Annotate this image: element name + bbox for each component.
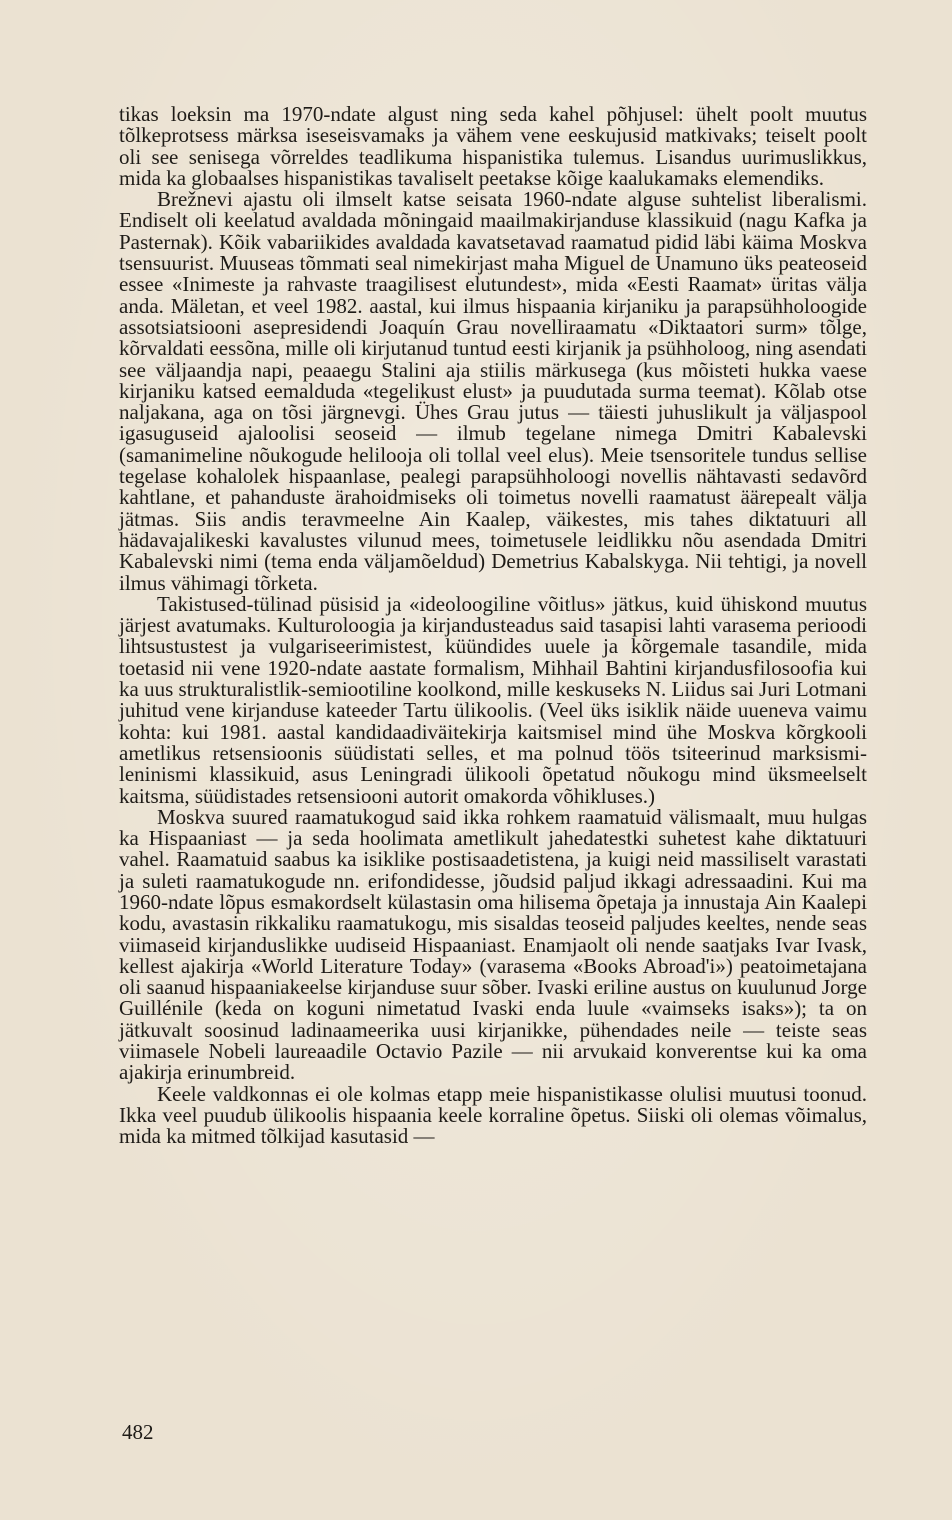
paragraph-5: Keele valdkonnas ei ole kolmas etapp meie hispanistikasse olulisi muutusi toonud. Ikka veel puudub ülikoolis hispaania keele korraline õpetus. Siiski oli olemas võimalus, mida ka mitmed tõlkijad kasutasid — — [119, 1081, 867, 1149]
paragraph-3: Takistused-tülinad püsisid ja «ideoloogiline võitlus» jätkus, kuid ühiskond muutus järjest avatumaks. Kulturoloogia ja kirjandusteadus said tasapisi lahti varasema perioodi lihtsustustest ja vulgariseerimistest, küündides uuele ja kõrgemale tasandile, mida toetasid nii vene 1920-ndate aastate formalism, Mihhail Bahtini kirjandusfilosoofia kui ka uus strukturalistlik-semiootiline koolkond, mille keskuseks N. Liidus sai Juri Lotmani juhitud vene kirjanduse kateeder Tartu ülikoolis. (Veel üks isiklik näide uueneva vaimu kohta: kui 1981. aastal kandidaadiväitekirja kaitsmisel mind ühe Moskva kõrgkooli ametlikus retsensioonis süüdistati selles, et ma polnud töös tsiteerinud marksismi-leninismi klassikuid, asus Leningradi ülikooli õpetatud nõukogu mind üksmeelselt kaitsma, süüdistades retsensiooni autorit omakorda võhikluses.) — [119, 591, 867, 808]
body-text — [119, 104, 867, 1148]
paragraph-1: tikas loeksin ma 1970-ndate algust ning seda kahel põhjusel: ühelt poolt muutus tõlkeprotsess märksa iseseisvamaks ja vähem vene eeskujusid matkivaks; teiselt poolt oli see senisega võrreldes teadlikuma hispanistika tulemus. Lisandus uurimuslikkus, mida ka globaalses hispanistikas tavaliselt peetakse kõige kaalukamaks elemendiks. — [119, 102, 867, 190]
paragraph-4: Moskva suured raamatukogud said ikka rohkem raamatuid välismaalt, muu hulgas ka Hispaaniast — ja seda hoolimata ametlikult jahedatestki suhetest kahe diktatuuri vahel. Raamatuid saabus ka isiklike postisaadetistena, ja kuigi neid massiliselt varastati ja suleti raamatukogude nn. erifondidesse, jõudsid paljud ikkagi adressaadini. Kui ma 1960-ndate lõpus esmakordselt külastasin oma hilisema õpetaja ja innustaja Ain Kaalepi kodu, avastasin rikkaliku raamatukogu, mis sisaldas teoseid paljudes keeltes, nende seas viimaseid kirjanduslikke uudiseid Hispaaniast. Enamjaolt oli nende saatjaks Ivar Ivask, kellest ajakirja «World Literature Today» (varasema «Books Abroad'i») peatoimetajana oli saanud hispaaniakeelse kirjanduse suur sõber. Ivaski eriline austus on kuulunud Jorge Guillénile (keda on koguni nimetatud Ivaski enda luule «vaimseks isaks»); ta on jätkuvalt soosinud ladinaameerika uusi kirjanikke, pühendades neile — teiste seas viimasele Nobeli laureaadile Octavio Pazile — nii arvukaid konverentse kui ka oma ajakirja erinumbreid. — [119, 804, 867, 1085]
page-number: 482 — [122, 1420, 154, 1444]
paragraph-2: Brežnevi ajastu oli ilmselt katse seisata 1960-ndate alguse suhtelist liberalismi. Endiselt oli keelatud avaldada mõningaid maailmakirjanduse klassikuid (nagu Kafka ja Pasternak). Kõik vabariikides avaldada kavatsetavad raamatud pidid läbi käima Moskva tsensuurist. Muuseas tõmmati seal nimekirjast maha Miguel de Unamuno üks peateoseid essee «Inimeste ja rahvaste traagilisest elutundest», mida «Eesti Raamat» üritas välja anda. Mäletan, et veel 1982. aastal, kui ilmus hispaania kirjaniku ja parapsühholoogide assotsiatsiooni asepresidendi Joaquín Grau novelliraamatu «Diktaatori surm» tõlge, kõrvaldati eessõna, mille oli kirjutanud tuntud eesti kirjanik ja psühholoog, ning asendati see väljaandja napi, peaaegu Stalini aja stiilis märkusega (kus mõisteti hukka vaese kirjaniku katsed eemalduda «tegelikust elust» ja puudutada surma teemat). Kõlab otse naljakana, aga on tõsi järgnevgi. Ühes Grau jutus — täiesti juhuslikult ja väljaspool igasuguseid ajaloolisi seoseid — ilmub tegelane nimega Dmitri Kabalevski (samanimeline nõukogude helilooja oli tollal veel elus). Meie tsensoritele tundus sellise tegelase kohalolek hispaanlase, pealegi parapsühholoogi novellis nähtavasti sedavõrd kahtlane, et pahanduste ärahoidmiseks oli toimetus novelli raamatust äärepealt välja jätmas. Siis andis teravmeelne Ain Kaalep, väikestes, mis tahes diktatuuri all hädavajalikeski kavalustes vilunud mees, toimetusele leidlikku nõu asendada Dmitri Kabalevski nimi (tema enda väljamõeldud) Demetrius Kabalskyga. Nii tehtigi, ja novell ilmus vähimagi tõrketa. — [119, 187, 867, 595]
